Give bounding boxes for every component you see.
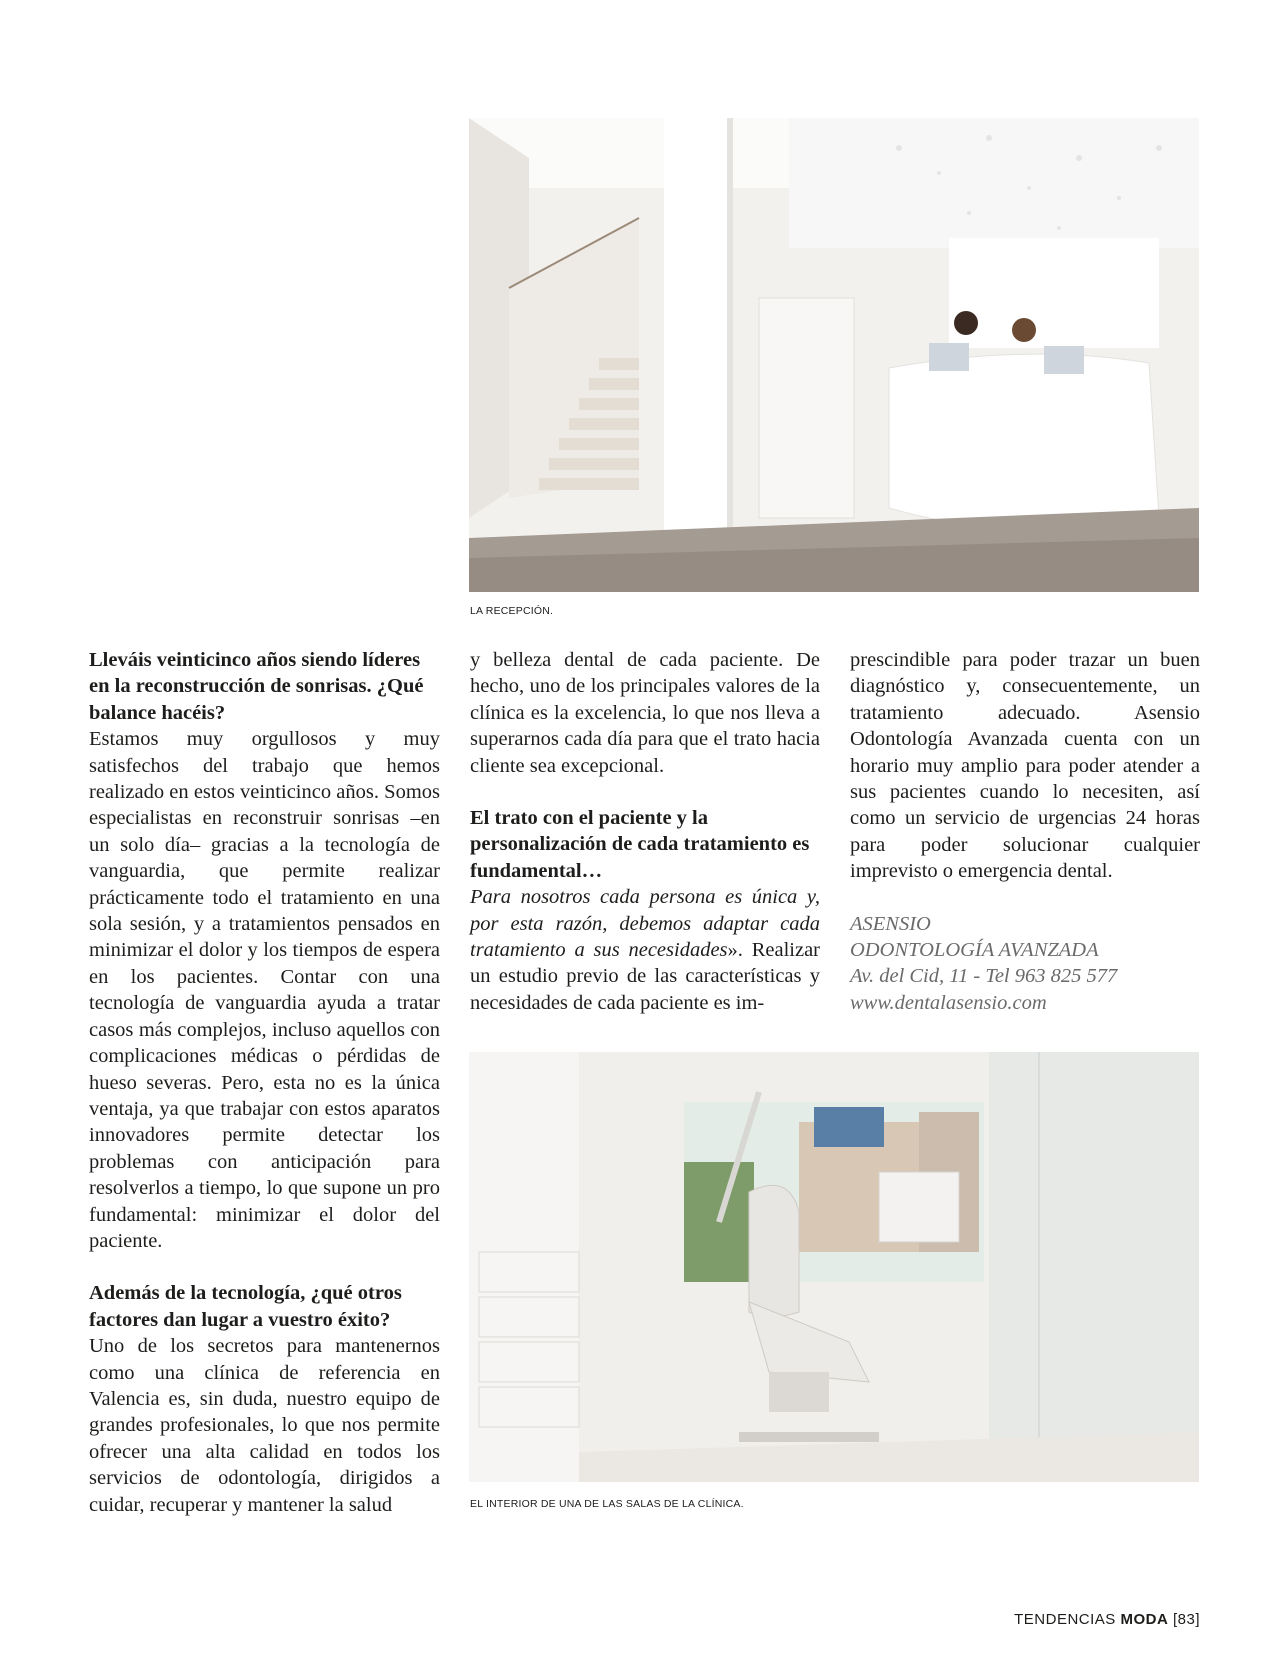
answer-3-quote: Para nosotros cada persona es única y, por esta razón, debemos adaptar cada tratamiento a sus necesidades xyxy=(470,886,820,962)
footer-section: TENDENCIAS xyxy=(1014,1611,1116,1628)
answer-3-text: ». Realizar un estudio previo de las características y necesidades de cada paciente es im- xyxy=(470,939,820,1014)
contact-website: www.dentalasensio.com xyxy=(850,991,1047,1014)
answer-1: Estamos muy orgullosos y muy satisfechos del trabajo que hemos realizado en estos veinticinco años. Somos especialistas en reconstruir sonrisas –en un solo día– gracias a la tecnología de vanguardia, que permite realizar prácticamente todo el tratamiento en una sola sesión, y a tratamientos pensados en minimizar el dolor y los tiempos de espera en los pacientes. Contar con una tecnología de vanguardia ayuda a tratar casos más complejos, incluso aquellos con complicaciones médicas o pérdidas de hueso severas. Pero, esta no es la única ventaja, ya que trabajar con estos aparatos innovadores permite detectar los problemas con anticipación para resolverlos a tiempo, lo que supone un pro fundamental: minimizar el dolor del paciente. xyxy=(89,728,440,1252)
clinic-room-caption: EL INTERIOR DE UNA DE LAS SALAS DE LA CLÍNICA. xyxy=(470,1498,744,1510)
clinic-room-photo xyxy=(469,1052,1199,1482)
answer-3-continued: prescindible para poder trazar un buen diagnóstico y, consecuentemente, un tratamiento adecuado. Asensio Odontología Avanzada cuenta con un horario muy amplio para poder atender a sus pacientes cuando lo necesiten, así como un servicio de urgencias 24 horas para poder solucionar cualquier imprevisto o emergencia dental. xyxy=(850,649,1200,883)
page-number: [83] xyxy=(1172,1611,1200,1628)
contact-address: Av. del Cid, 11 - Tel 963 825 577 xyxy=(850,965,1118,988)
question-2: Además de la tecnología, ¿qué otros factores dan lugar a vuestro éxito? xyxy=(89,1282,402,1331)
reception-photo xyxy=(469,118,1199,592)
answer-2-continued: y belleza dental de cada paciente. De hecho, uno de los principales valores de la clínica es la excelencia, lo que nos lleva a superarnos cada día para que el trato hacia cliente sea excepcional. xyxy=(470,649,820,777)
article-column-1 xyxy=(89,647,440,1518)
question-3: El trato con el paciente y la personalización de cada tratamiento es fundamental… xyxy=(470,807,810,882)
article-column-3 xyxy=(850,647,1200,1016)
contact-name: ASENSIO xyxy=(850,912,931,935)
answer-3 xyxy=(470,884,820,1016)
reception-caption: LA RECEPCIÓN. xyxy=(470,605,554,617)
contact-subtitle: ODONTOLOGÍA AVANZADA xyxy=(850,939,1099,962)
footer-magazine: MODA xyxy=(1120,1611,1169,1628)
article-column-2 xyxy=(470,647,820,1016)
question-1: Lleváis veinticinco años siendo líderes en la reconstrucción de sonrisas. ¿Qué balance hacéis? xyxy=(89,649,424,724)
page-footer xyxy=(1014,1611,1200,1628)
answer-2: Uno de los secretos para mantenernos como una clínica de referencia en Valencia es, sin duda, nuestro equipo de grandes profesionales, lo que nos permite ofrecer una alta calidad en todos los servicios de odontología, dirigidos a cuidar, recuperar y mantener la salud xyxy=(89,1335,440,1516)
